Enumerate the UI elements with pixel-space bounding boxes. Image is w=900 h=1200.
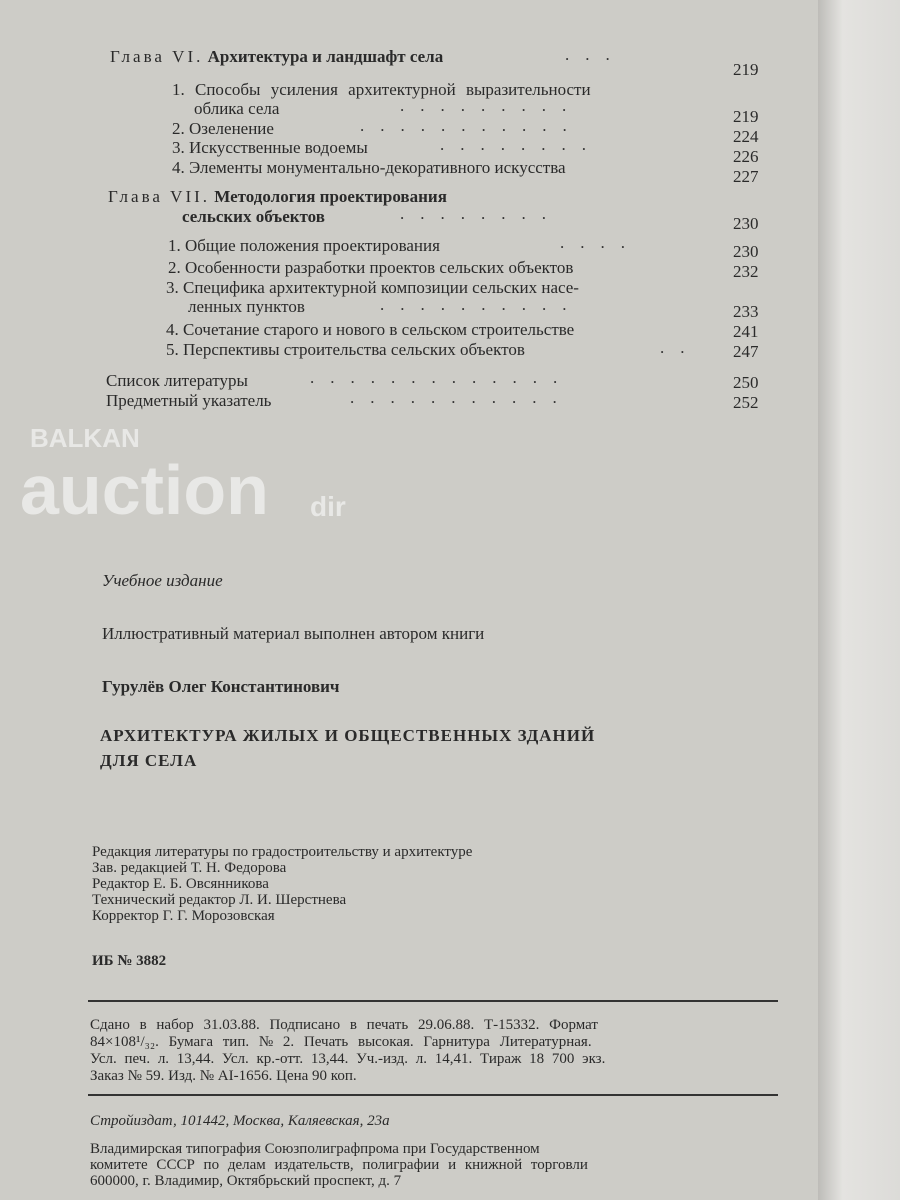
toc-index: Предметный указатель: [106, 391, 272, 410]
watermark-text: auction: [20, 451, 269, 529]
page-number: 219: [733, 60, 759, 79]
toc-item: 1. Общие положения проектирования: [168, 236, 440, 255]
toc-item: 3. Специфика архитектурной композиции сельских насе-: [166, 278, 579, 297]
leader-dots: .............: [310, 368, 574, 387]
chapter-title: Методология проектирования: [214, 187, 447, 206]
leader-dots: ..........: [380, 295, 583, 314]
author-name: Гурулёв Олег Константинович: [102, 677, 340, 696]
page-number: 241: [733, 322, 759, 341]
watermark-text: dir: [310, 491, 346, 522]
technical-editor: Технический редактор Л. И. Шерстнева: [92, 892, 347, 908]
leader-dots: ........: [440, 135, 602, 154]
chapter-label: Глава VI.: [110, 47, 204, 66]
print-info: Сдано в набор 31.03.88. Подписано в печать 29.06.88. Т-15332. Формат: [90, 1017, 598, 1033]
divider: [88, 1094, 778, 1096]
leader-dots: ........: [400, 204, 562, 223]
page-number: 224: [733, 127, 759, 146]
page-number: 230: [733, 214, 759, 233]
leader-dots: ...........: [350, 388, 573, 407]
chapter-title-cont: сельских объектов: [182, 207, 325, 226]
proofreader: Корректор Г. Г. Морозовская: [92, 908, 275, 924]
book-title: АРХИТЕКТУРА ЖИЛЫХ И ОБЩЕСТВЕННЫХ ЗДАНИЙ: [100, 726, 596, 745]
page-number: 226: [733, 147, 759, 166]
watermark-text: BALKAN: [30, 423, 140, 453]
print-info: Усл. печ. л. 13,44. Усл. кр.-отт. 13,44. Уч.-изд. л. 14,41. Тираж 18 700 экз.: [90, 1051, 606, 1067]
watermark-logo: [20, 425, 440, 555]
background-edge: [818, 0, 900, 1200]
print-info: 84×108¹/₃₂. Бумага тип. № 2. Печать высокая. Гарнитура Литературная.: [90, 1034, 592, 1050]
toc-item: 4. Сочетание старого и нового в сельском строительстве: [166, 320, 575, 339]
edition-type: Учебное издание: [102, 571, 223, 590]
page-number: 247: [733, 342, 759, 361]
toc-item: 3. Искусственные водоемы: [172, 138, 368, 157]
editorial-office: Редакция литературы по градостроительству и архитектуре: [92, 844, 473, 860]
toc-item-cont: облика села: [194, 99, 280, 118]
publisher: Стройиздат, 101442, Москва, Каляевская, 23а: [90, 1113, 390, 1129]
toc-bibliography: Список литературы: [106, 371, 248, 390]
leader-dots: .........: [400, 96, 583, 115]
editor-in-chief: Зав. редакцией Т. Н. Федорова: [92, 860, 287, 876]
toc-chapter-6: [110, 48, 443, 65]
page-number: 232: [733, 262, 759, 281]
page-number: 219: [733, 107, 759, 126]
leader-dots: ..: [660, 338, 701, 357]
chapter-title: Архитектура и ландшафт села: [207, 47, 444, 66]
toc-item-cont: ленных пунктов: [188, 297, 305, 316]
chapter-label: Глава VII.: [108, 187, 211, 206]
printer: Владимирская типография Союзполиграфпрома при Государственном: [90, 1141, 540, 1157]
printer: комитете СССР по делам издательств, полиграфии и книжной торговли: [90, 1157, 588, 1173]
editor: Редактор Е. Б. Овсянникова: [92, 876, 269, 892]
toc-chapter-7: [108, 188, 447, 205]
illustrations-note: Иллюстративный материал выполнен автором книги: [102, 624, 485, 643]
toc-item: 2. Озеленение: [172, 119, 274, 138]
divider: [88, 1000, 778, 1002]
page-number: 230: [733, 242, 759, 261]
leader-dots: ....: [560, 233, 641, 252]
ib-number: ИБ № 3882: [92, 953, 167, 969]
page-number: 233: [733, 302, 759, 321]
page-number: 250: [733, 373, 759, 392]
page-number: 252: [733, 393, 759, 412]
page-number: 227: [733, 167, 759, 186]
toc-item: 1. Способы усиления архитектурной выразительности: [172, 80, 591, 99]
toc-item: 4. Элементы монументально-декоративного искусства: [172, 158, 566, 177]
printer: 600000, г. Владимир, Октябрьский проспект, д. 7: [90, 1173, 402, 1189]
toc-item: 5. Перспективы строительства сельских объектов: [166, 340, 525, 359]
print-info: Заказ № 59. Изд. № AI-1656. Цена 90 коп.: [90, 1068, 357, 1084]
leader-dots: ...........: [360, 116, 583, 135]
toc-item: 2. Особенности разработки проектов сельских объектов: [168, 258, 574, 277]
book-title-cont: ДЛЯ СЕЛА: [100, 751, 198, 770]
leader-dots: ...: [565, 45, 626, 64]
